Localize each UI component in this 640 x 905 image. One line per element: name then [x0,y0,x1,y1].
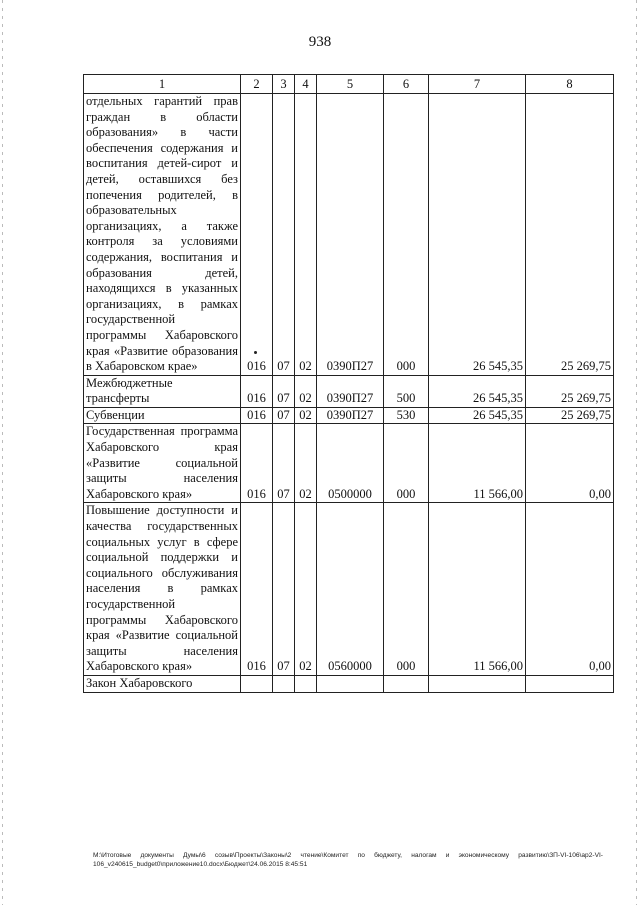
cell-expense-type: 000 [384,424,429,503]
cell-subsection: 02 [295,503,317,676]
page-edge-left [2,0,3,905]
cell-amount-1 [429,675,526,692]
row-name: Субвенции [84,407,241,424]
cell-amount-1: 26 545,35 [429,407,526,424]
cell-amount-1: 11 566,00 [429,503,526,676]
cell-amount-2: 0,00 [526,503,614,676]
column-header: 3 [273,75,295,94]
cell-expense-type [384,675,429,692]
cell-expense-type: 000 [384,94,429,376]
cell-amount-2: 0,00 [526,424,614,503]
file-path-footer: M:\Итоговые документы Думы\6 созыв\Проекты\Законы\2 чтение\Комитет по бюджету, налогам и экономическому развитию\ЗП-VI-106\ар2-VI-106_v240615_budget0\приложение10.docx\Бюджет\24.06.2015 8:45:51 [93,852,603,868]
column-header: 5 [317,75,384,94]
cell-amount-2: 25 269,75 [526,407,614,424]
page-number: 938 [308,34,332,50]
cell-subsection: 02 [295,424,317,503]
table-row [84,675,614,692]
cell-target-article: 0500000 [317,424,384,503]
cell-section: 07 [273,94,295,376]
cell-section [273,675,295,692]
cell-amount-2 [526,675,614,692]
cell-amount-1: 11 566,00 [429,424,526,503]
row-name: Государственная программа Хабаровского края «Развитие социальной защиты населения Хабаровского края» [84,424,241,503]
stray-mark [254,351,257,354]
cell-amount-1: 26 545,35 [429,375,526,407]
cell-subsection: 02 [295,375,317,407]
cell-ministry: 016 [241,375,273,407]
cell-ministry [241,675,273,692]
row-name: отдельных гарантий прав граждан в области образования» в части обеспечения содержания и воспитания детей-сирот и детей, оставшихся без попечения родителей, в образовательных организациях, а также контроля за условиями содержания, воспитания и образования детей, находящихся в указанных организациях, в рамках государственной программы Хабаровского края «Развитие образования в Хабаровском крае» [84,94,241,376]
cell-target-article: 0390П27 [317,94,384,376]
row-name: Межбюджетные трансферты [84,375,241,407]
row-name: Закон Хабаровского [84,675,241,692]
row-name: Повышение доступности и качества государственных социальных услуг в сфере социальной поддержки и социального обслуживания населения в рамках государственной программы Хабаровского края «Развитие социальной защиты населения Хабаровского края» [84,503,241,676]
cell-amount-1: 26 545,35 [429,94,526,376]
column-header: 4 [295,75,317,94]
cell-subsection: 02 [295,407,317,424]
cell-section: 07 [273,424,295,503]
table-header-row [84,75,614,94]
table-row [84,407,614,424]
table-row [84,375,614,407]
cell-amount-2: 25 269,75 [526,375,614,407]
cell-section: 07 [273,503,295,676]
cell-target-article: 0560000 [317,503,384,676]
cell-ministry: 016 [241,94,273,376]
cell-ministry: 016 [241,503,273,676]
table-row [84,94,614,376]
cell-expense-type: 530 [384,407,429,424]
cell-target-article [317,675,384,692]
cell-section: 07 [273,375,295,407]
cell-expense-type: 500 [384,375,429,407]
cell-target-article: 0390П27 [317,407,384,424]
cell-amount-2: 25 269,75 [526,94,614,376]
column-header: 2 [241,75,273,94]
cell-expense-type: 000 [384,503,429,676]
budget-table [83,74,614,693]
page-edge-right [636,0,637,905]
table-row [84,424,614,503]
column-header: 7 [429,75,526,94]
cell-target-article: 0390П27 [317,375,384,407]
cell-section: 07 [273,407,295,424]
cell-ministry: 016 [241,424,273,503]
cell-subsection [295,675,317,692]
column-header: 1 [84,75,241,94]
cell-subsection: 02 [295,94,317,376]
column-header: 8 [526,75,614,94]
table-row [84,503,614,676]
cell-ministry: 016 [241,407,273,424]
column-header: 6 [384,75,429,94]
